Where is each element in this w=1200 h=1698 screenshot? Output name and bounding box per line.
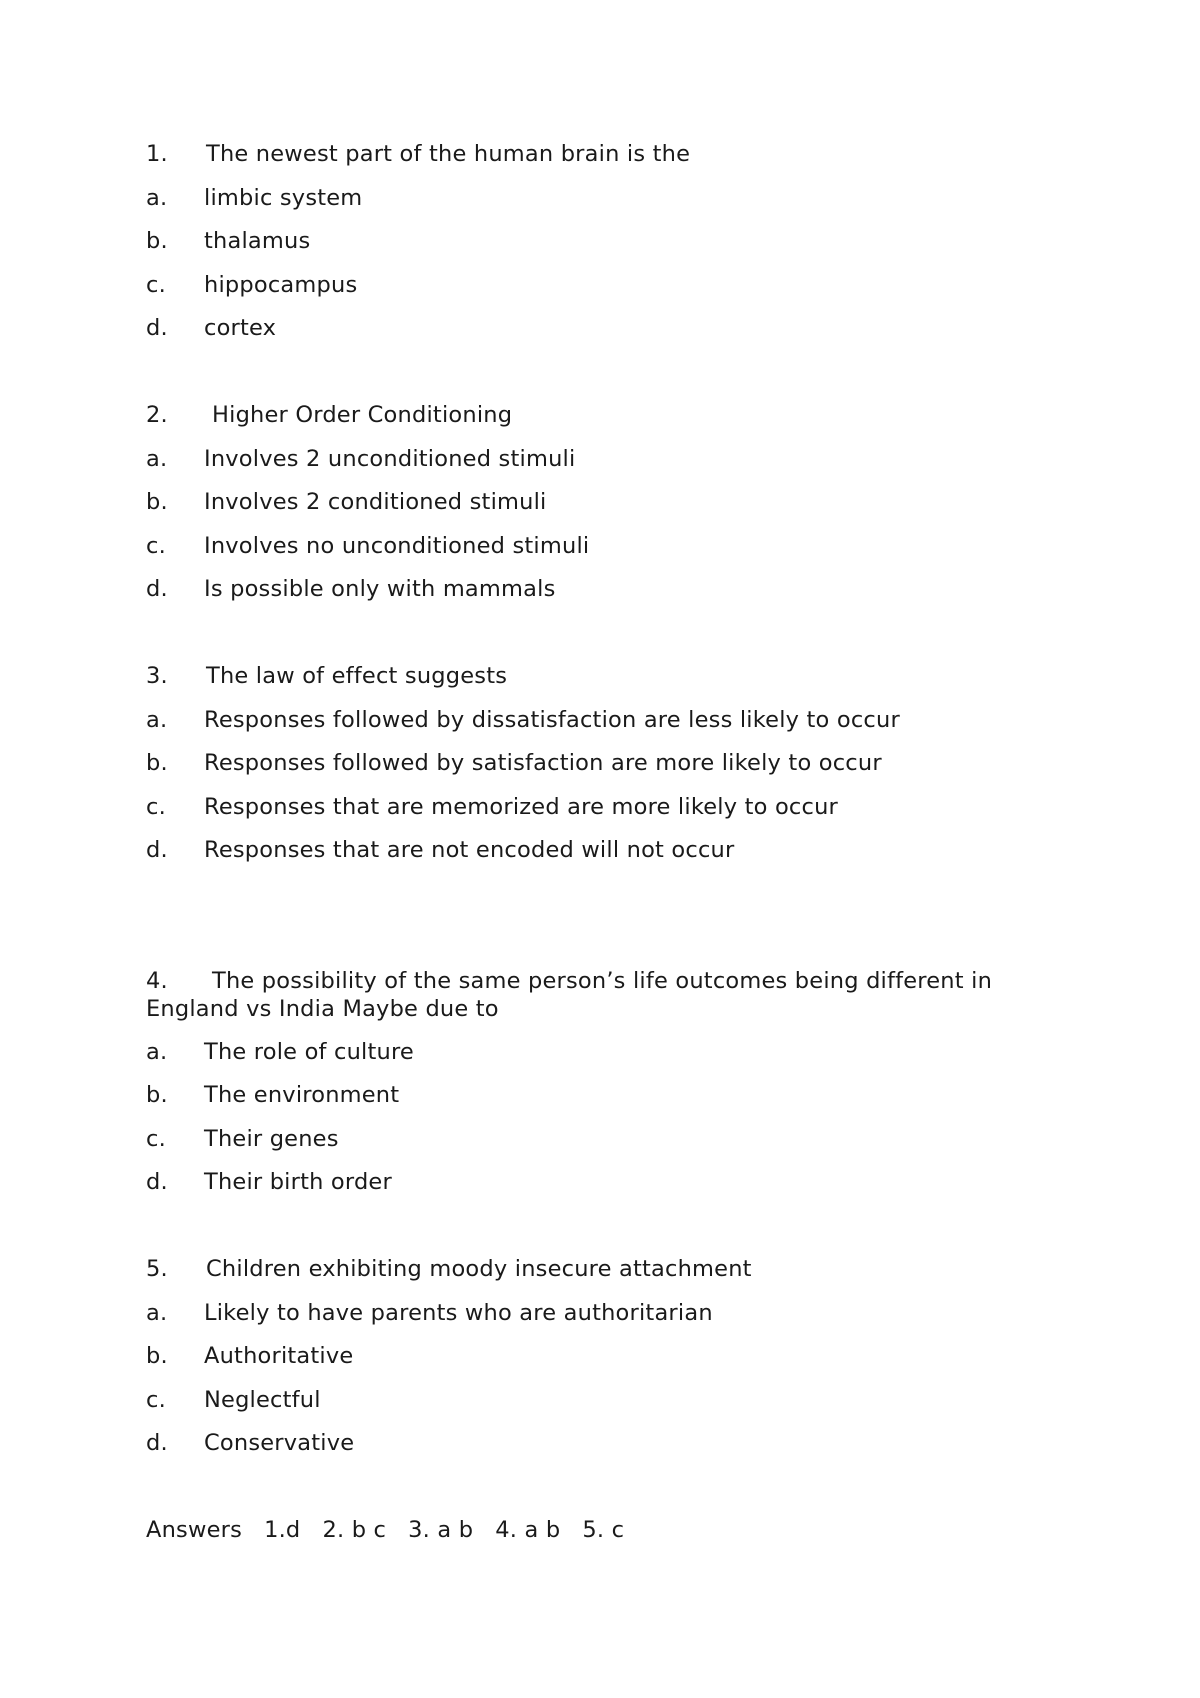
question-text: The newest part of the human brain is the	[206, 141, 691, 167]
answer-item: 3. a b	[408, 1517, 474, 1543]
question-text: Children exhibiting moody insecure attachment	[206, 1256, 752, 1282]
question-number: 5.	[146, 1256, 168, 1282]
option-letter: d.	[146, 315, 168, 341]
option-item	[146, 488, 1046, 532]
option-letter: a.	[146, 445, 168, 472]
answer-key-separator	[242, 1516, 264, 1560]
option-letter: a.	[146, 184, 168, 211]
spacer	[146, 1473, 1046, 1517]
option-item	[146, 1386, 1046, 1430]
question-line	[146, 967, 1046, 1023]
option-letter: c.	[146, 532, 166, 559]
question-5	[146, 1255, 1046, 1473]
question-line	[146, 662, 1046, 706]
option-item	[146, 271, 1046, 315]
spacer	[146, 1212, 1046, 1256]
answer-item: 4. a b	[495, 1517, 561, 1543]
question-number: 4.	[146, 967, 168, 994]
option-item	[146, 836, 1046, 880]
answer-key-separator	[560, 1516, 582, 1560]
question-1	[146, 140, 1046, 358]
option-letter: c.	[146, 793, 166, 820]
option-item	[146, 445, 1046, 489]
option-item	[146, 184, 1046, 228]
option-letter: b.	[146, 489, 168, 515]
option-letter: b.	[146, 1082, 168, 1108]
answer-key-separator	[473, 1516, 495, 1560]
answer-key-separator	[300, 1516, 322, 1560]
option-item	[146, 1125, 1046, 1169]
question-4	[146, 967, 1046, 1212]
option-text: Responses followed by dissatisfaction are less likely to occur	[204, 706, 900, 733]
answer-item: 2. b c	[322, 1517, 387, 1543]
option-item	[146, 706, 1046, 750]
option-text: Their genes	[204, 1125, 339, 1152]
option-text: cortex	[204, 315, 277, 341]
answer-key-separator	[386, 1516, 408, 1560]
spacer	[146, 619, 1046, 663]
option-item	[146, 1299, 1046, 1343]
option-letter: b.	[146, 228, 168, 254]
question-line	[146, 140, 1046, 184]
option-text: The environment	[204, 1082, 400, 1108]
answer-key	[146, 1516, 1046, 1560]
option-text: Involves no unconditioned stimuli	[204, 532, 590, 559]
option-item	[146, 793, 1046, 837]
option-text: limbic system	[204, 184, 363, 211]
option-item	[146, 532, 1046, 576]
option-letter: d.	[146, 576, 168, 602]
spacer	[146, 358, 1046, 402]
option-text: Neglectful	[204, 1386, 321, 1413]
question-2	[146, 401, 1046, 619]
option-item	[146, 1342, 1046, 1386]
option-text: Involves 2 conditioned stimuli	[204, 489, 547, 515]
option-text: thalamus	[204, 228, 311, 254]
answer-item: 5. c	[582, 1517, 625, 1543]
question-text: The possibility of the same person’s life outcomes being different in England vs India Maybe due to	[146, 967, 993, 1022]
question-number: 1.	[146, 141, 168, 167]
question-number: 3.	[146, 663, 168, 689]
option-letter: a.	[146, 1299, 168, 1326]
option-text: Responses that are memorized are more likely to occur	[204, 793, 838, 820]
option-text: Authoritative	[204, 1343, 354, 1369]
answer-key-label: Answers	[146, 1517, 242, 1543]
answer-item: 1.d	[264, 1517, 301, 1543]
question-3	[146, 662, 1046, 880]
document-page	[146, 140, 1046, 1560]
option-text: The role of culture	[204, 1038, 414, 1065]
option-text: Responses followed by satisfaction are more likely to occur	[204, 750, 882, 776]
question-text: The law of effect suggests	[206, 663, 508, 689]
option-item	[146, 227, 1046, 271]
option-letter: a.	[146, 706, 168, 733]
option-text: Their birth order	[204, 1169, 392, 1195]
question-line	[146, 1255, 1046, 1299]
option-letter: c.	[146, 1125, 166, 1152]
option-letter: b.	[146, 750, 168, 776]
option-letter: b.	[146, 1343, 168, 1369]
option-text: Likely to have parents who are authoritarian	[204, 1299, 713, 1326]
option-letter: a.	[146, 1038, 168, 1065]
option-item	[146, 314, 1046, 358]
option-item	[146, 1429, 1046, 1473]
option-item	[146, 575, 1046, 619]
question-number: 2.	[146, 402, 168, 428]
option-text: Involves 2 unconditioned stimuli	[204, 445, 576, 472]
question-line	[146, 401, 1046, 445]
option-letter: c.	[146, 271, 166, 298]
option-letter: d.	[146, 837, 168, 863]
option-text: Is possible only with mammals	[204, 576, 556, 602]
option-letter: d.	[146, 1169, 168, 1195]
option-text: Responses that are not encoded will not occur	[204, 837, 735, 863]
option-text: hippocampus	[204, 271, 358, 298]
option-item	[146, 1038, 1046, 1082]
option-item	[146, 1081, 1046, 1125]
option-letter: c.	[146, 1386, 166, 1413]
spacer	[146, 880, 1046, 967]
option-item	[146, 749, 1046, 793]
option-item	[146, 1168, 1046, 1212]
question-text: Higher Order Conditioning	[212, 402, 513, 428]
option-text: Conservative	[204, 1430, 355, 1456]
option-letter: d.	[146, 1430, 168, 1456]
